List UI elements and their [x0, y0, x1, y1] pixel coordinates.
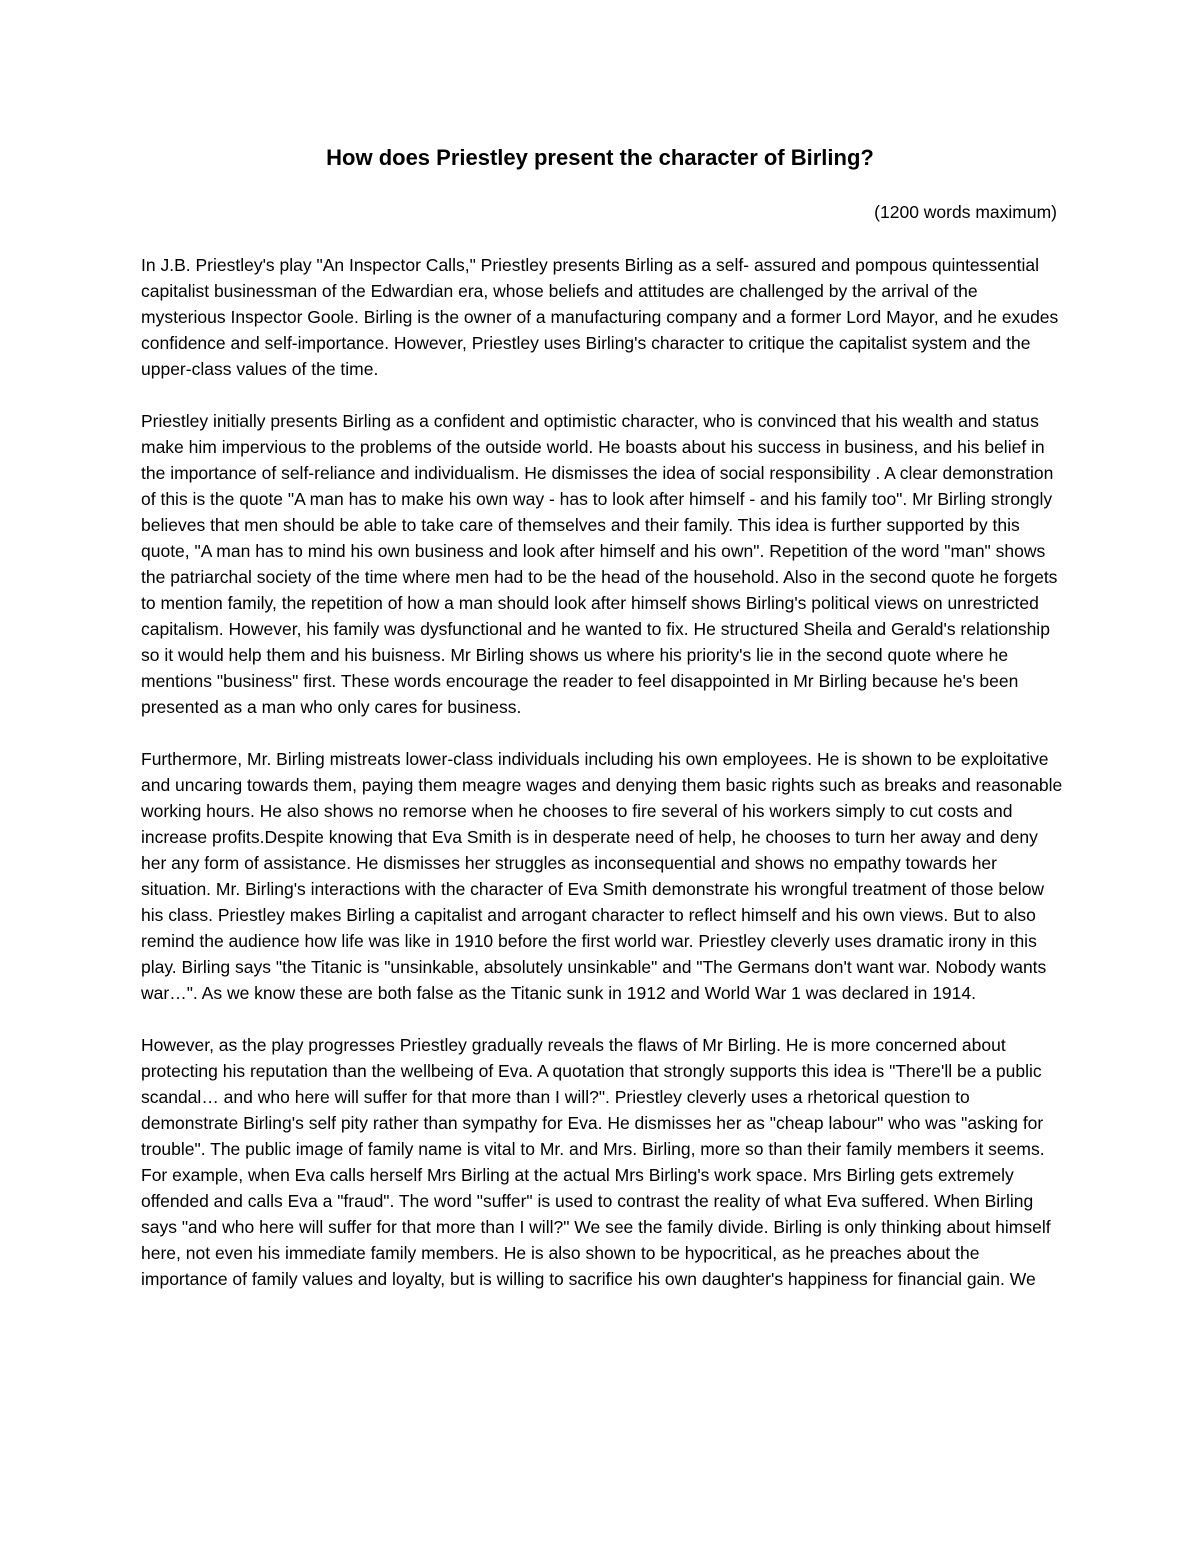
paragraph-flaws: However, as the play progresses Priestley gradually reveals the flaws of Mr Birling. He is more concerned about protecting his reputation than the wellbeing of Eva. A quotation that strongly supports this idea is "There'll be a public scandal… and who here will suffer for that more than I will?". Priestley cleverly uses a rhetorical question to demonstrate Birling's self pity rather than sympathy for Eva. He dismisses her as "cheap labour" who was "asking for trouble". The public image of family name is vital to Mr. and Mrs. Birling, more so than their family members it seems. For example, when Eva calls herself Mrs Birling at the actual Mrs Birling's work space. Mrs Birling gets extremely offended and calls Eva a "fraud". The word "suffer" is used to contrast the reality of what Eva suffered. When Birling says "and who here will suffer for that more than I will?" We see the family divide. Birling is only thinking about himself here, not even his immediate family members. He is also shown to be hypocritical, as he preaches about the importance of family values and loyalty, but is willing to sacrifice his own daughter's happiness for financial gain. We [141, 1035, 1051, 1289]
paragraph-introduction: In J.B. Priestley's play "An Inspector Calls," Priestley presents Birling as a self- assured and pompous quintessential capitalist businessman of the Edwardian era, whose beliefs and attitudes are challenged by the arrival of the mysterious Inspector Goole. Birling is the owner of a manufacturing company and a former Lord Mayor, and he exudes confidence and self-importance. However, Priestley uses Birling's character to critique the capitalist system and the upper-class values of the time. [141, 255, 1059, 379]
paragraph-mistreatment: Furthermore, Mr. Birling mistreats lower-class individuals including his own employees. He is shown to be exploitative and uncaring towards them, paying them meagre wages and denying them basic rights such as breaks and reasonable working hours. He also shows no remorse when he chooses to fire several of his workers simply to cut costs and increase profits.Despite knowing that Eva Smith is in desperate need of help, he chooses to turn her away and deny her any form of assistance. He dismisses her struggles as inconsequential and shows no empathy towards her situation. Mr. Birling's interactions with the character of Eva Smith demonstrate his wrongful treatment of those below his class. Priestley makes Birling a capitalist and arrogant character to reflect himself and his own views. But to also remind the audience how life was like in 1910 before the first world war. Priestley cleverly uses dramatic irony in this play. Birling says "the Titanic is "unsinkable, absolutely unsinkable" and "The Germans don't want war. Nobody wants war…". As we know these are both false as the Titanic sunk in 1912 and World War 1 was declared in 1914. [141, 749, 1063, 1003]
document-title: How does Priestley present the character of Birling? [326, 145, 874, 170]
word-limit-note: (1200 words maximum) [874, 202, 1057, 222]
paragraph-confidence: Priestley initially presents Birling as a confident and optimistic character, who is convinced that his wealth and status make him impervious to the problems of the outside world. He boasts about his success in business, and his belief in the importance of self-reliance and individualism. He dismisses the idea of social responsibility . A clear demonstration of this is the quote "A man has to make his own way - has to look after himself - and his family too". Mr Birling strongly believes that men should be able to take care of themselves and their family. This idea is further supported by this quote, "A man has to mind his own business and look after himself and his own". Repetition of the word "man" shows the patriarchal society of the time where men had to be the head of the household. Also in the second quote he forgets to mention family, the repetition of how a man should look after himself shows Birling's political views on unrestricted capitalism. However, his family was dysfunctional and he wanted to fix. He structured Sheila and Gerald's relationship so it would help them and his buisness. Mr Birling shows us where his priority's lie in the second quote where he mentions "business" first. These words encourage the reader to feel disappointed in Mr Birling because he's been presented as a man who only cares for business. [141, 411, 1058, 717]
essay-body [141, 252, 1066, 1318]
